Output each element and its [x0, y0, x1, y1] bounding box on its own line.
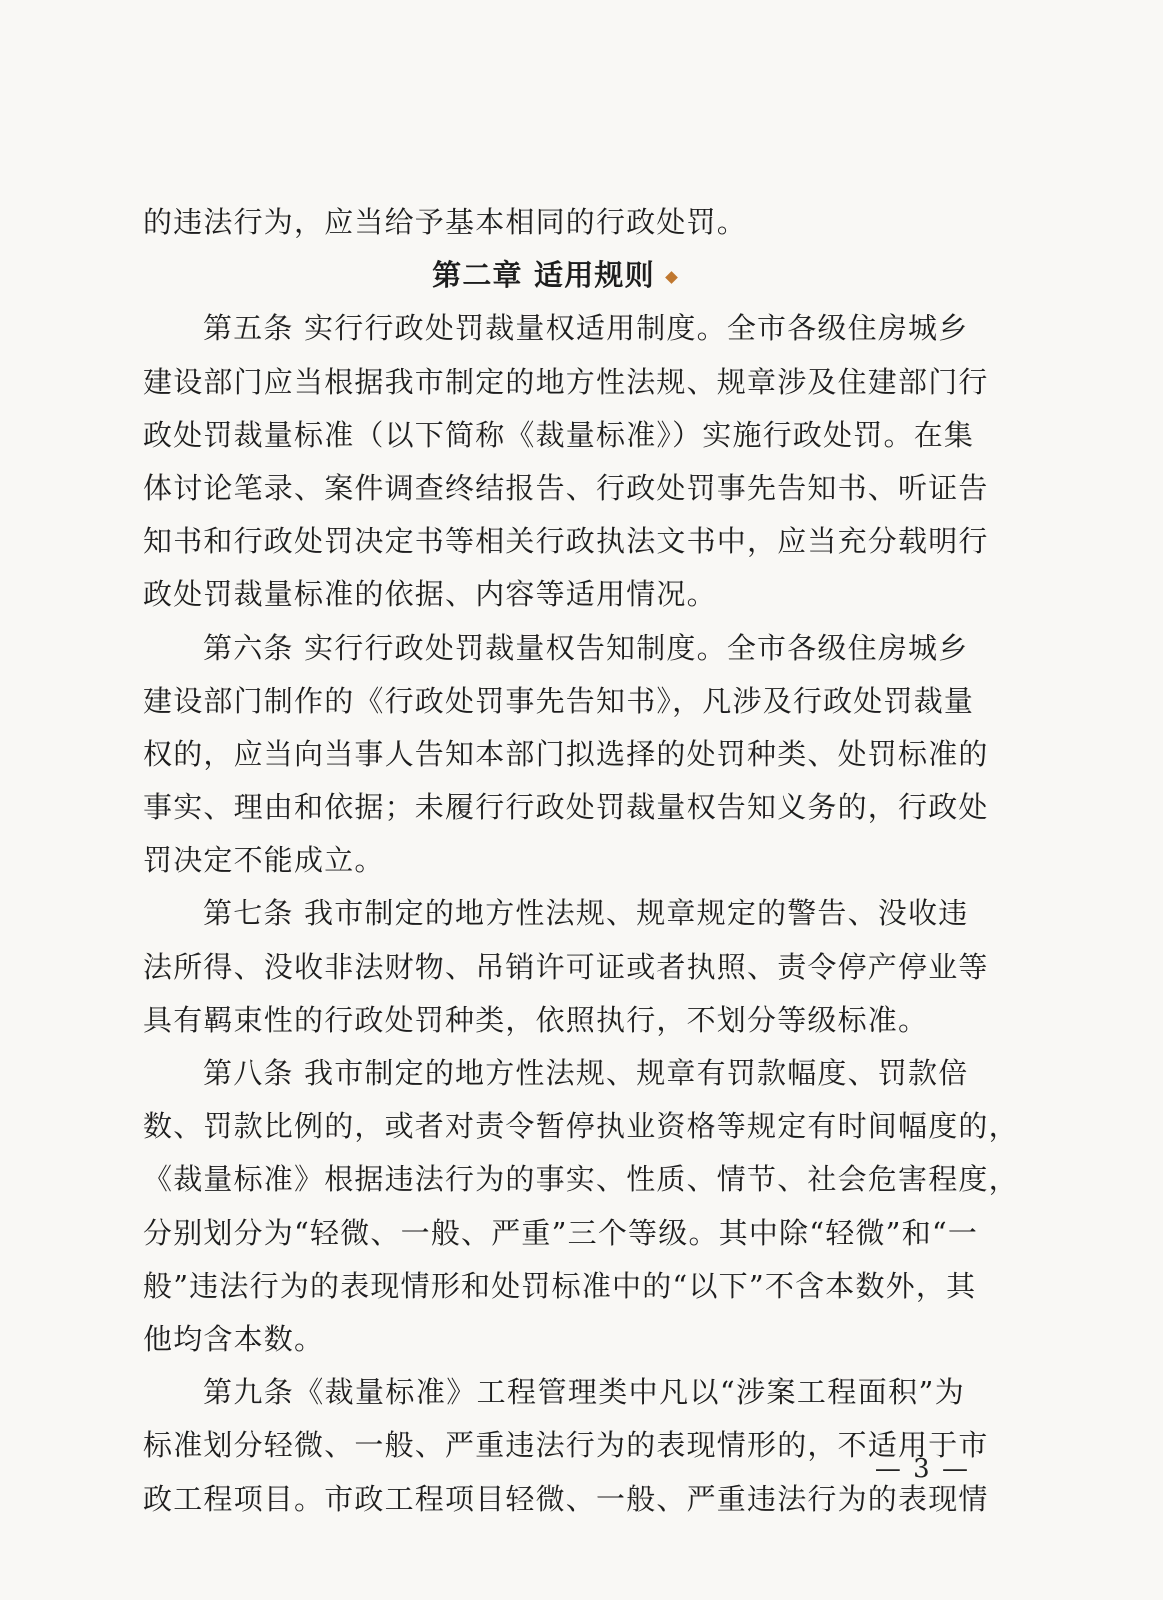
- article-7-line: 法所得、没收非法财物、吊销许可证或者执照、责令停产停业等: [143, 949, 989, 984]
- document-body: [143, 196, 1019, 1526]
- page-number: — 3 —: [874, 1454, 970, 1484]
- article-label: 第五条: [203, 311, 294, 346]
- paragraph-continuation: 的违法行为，应当给予基本相同的行政处罚。: [143, 205, 748, 239]
- article-6-line: 权的，应当向当事人告知本部门拟选择的处罚种类、处罚标准的: [143, 736, 989, 771]
- article-8-line: 数、罚款比例的，或者对责令暂停执业资格等规定有时间幅度的，: [143, 1109, 1019, 1144]
- chapter-title: 第二章 适用规则: [143, 249, 965, 302]
- article-8-line: 《裁量标准》根据违法行为的事实、性质、情节、社会危害程度，: [143, 1162, 1019, 1197]
- article-label: 第八条: [203, 1056, 294, 1090]
- article-5-line: 知书和行政处罚决定书等相关行政执法文书中，应当充分载明行: [143, 524, 989, 559]
- article-9-line: 第九条《裁量标准》工程管理类中凡以“涉案工程面积”为: [203, 1375, 965, 1410]
- article-7-line: 具有羁束性的行政处罚种类，依照执行，不划分等级标准。: [143, 1002, 929, 1037]
- article-label: 第六条: [203, 630, 294, 665]
- ink-mark: [665, 271, 678, 284]
- article-8-line: 第八条 我市制定的地方性法规、规章有罚款幅度、罚款倍: [203, 1056, 969, 1090]
- article-5-line: 第五条 实行行政处罚裁量权适用制度。全市各级住房城乡: [203, 311, 969, 346]
- article-6-line: 事实、理由和依据；未履行行政处罚裁量权告知义务的，行政处: [143, 790, 989, 825]
- article-8-line: 他均含本数。: [143, 1321, 325, 1356]
- article-9-line: 标准划分轻微、一般、严重违法行为的表现情形的，不适用于市: [143, 1428, 989, 1463]
- article-6-line: 第六条 实行行政处罚裁量权告知制度。全市各级住房城乡: [203, 630, 969, 665]
- article-5-line: 政处罚裁量标准的依据、内容等适用情况。: [143, 577, 717, 612]
- article-8-line: 般”违法行为的表现情形和处罚标准中的“以下”不含本数外，其: [143, 1268, 977, 1303]
- article-9-line: 政工程项目。市政工程项目轻微、一般、严重违法行为的表现情: [143, 1481, 989, 1516]
- article-7-line: 第七条 我市制定的地方性法规、规章规定的警告、没收违: [203, 896, 969, 931]
- article-6-line: 建设部门制作的《行政处罚事先告知书》，凡涉及行政处罚裁量: [143, 683, 975, 718]
- article-8-line: 分别划分为“轻微、一般、严重”三个等级。其中除“轻微”和“一: [143, 1215, 979, 1250]
- article-5-line: 体讨论笔录、案件调查终结报告、行政处罚事先告知书、听证告: [143, 470, 989, 505]
- article-5-line: 政处罚裁量标准（以下简称《裁量标准》）实施行政处罚。在集: [143, 417, 975, 452]
- article-5-line: 建设部门应当根据我市制定的地方性法规、规章涉及住建部门行: [143, 364, 989, 399]
- article-label: 第七条: [203, 896, 294, 931]
- article-label: 第九条: [203, 1375, 295, 1410]
- article-6-line: 罚决定不能成立。: [143, 843, 385, 878]
